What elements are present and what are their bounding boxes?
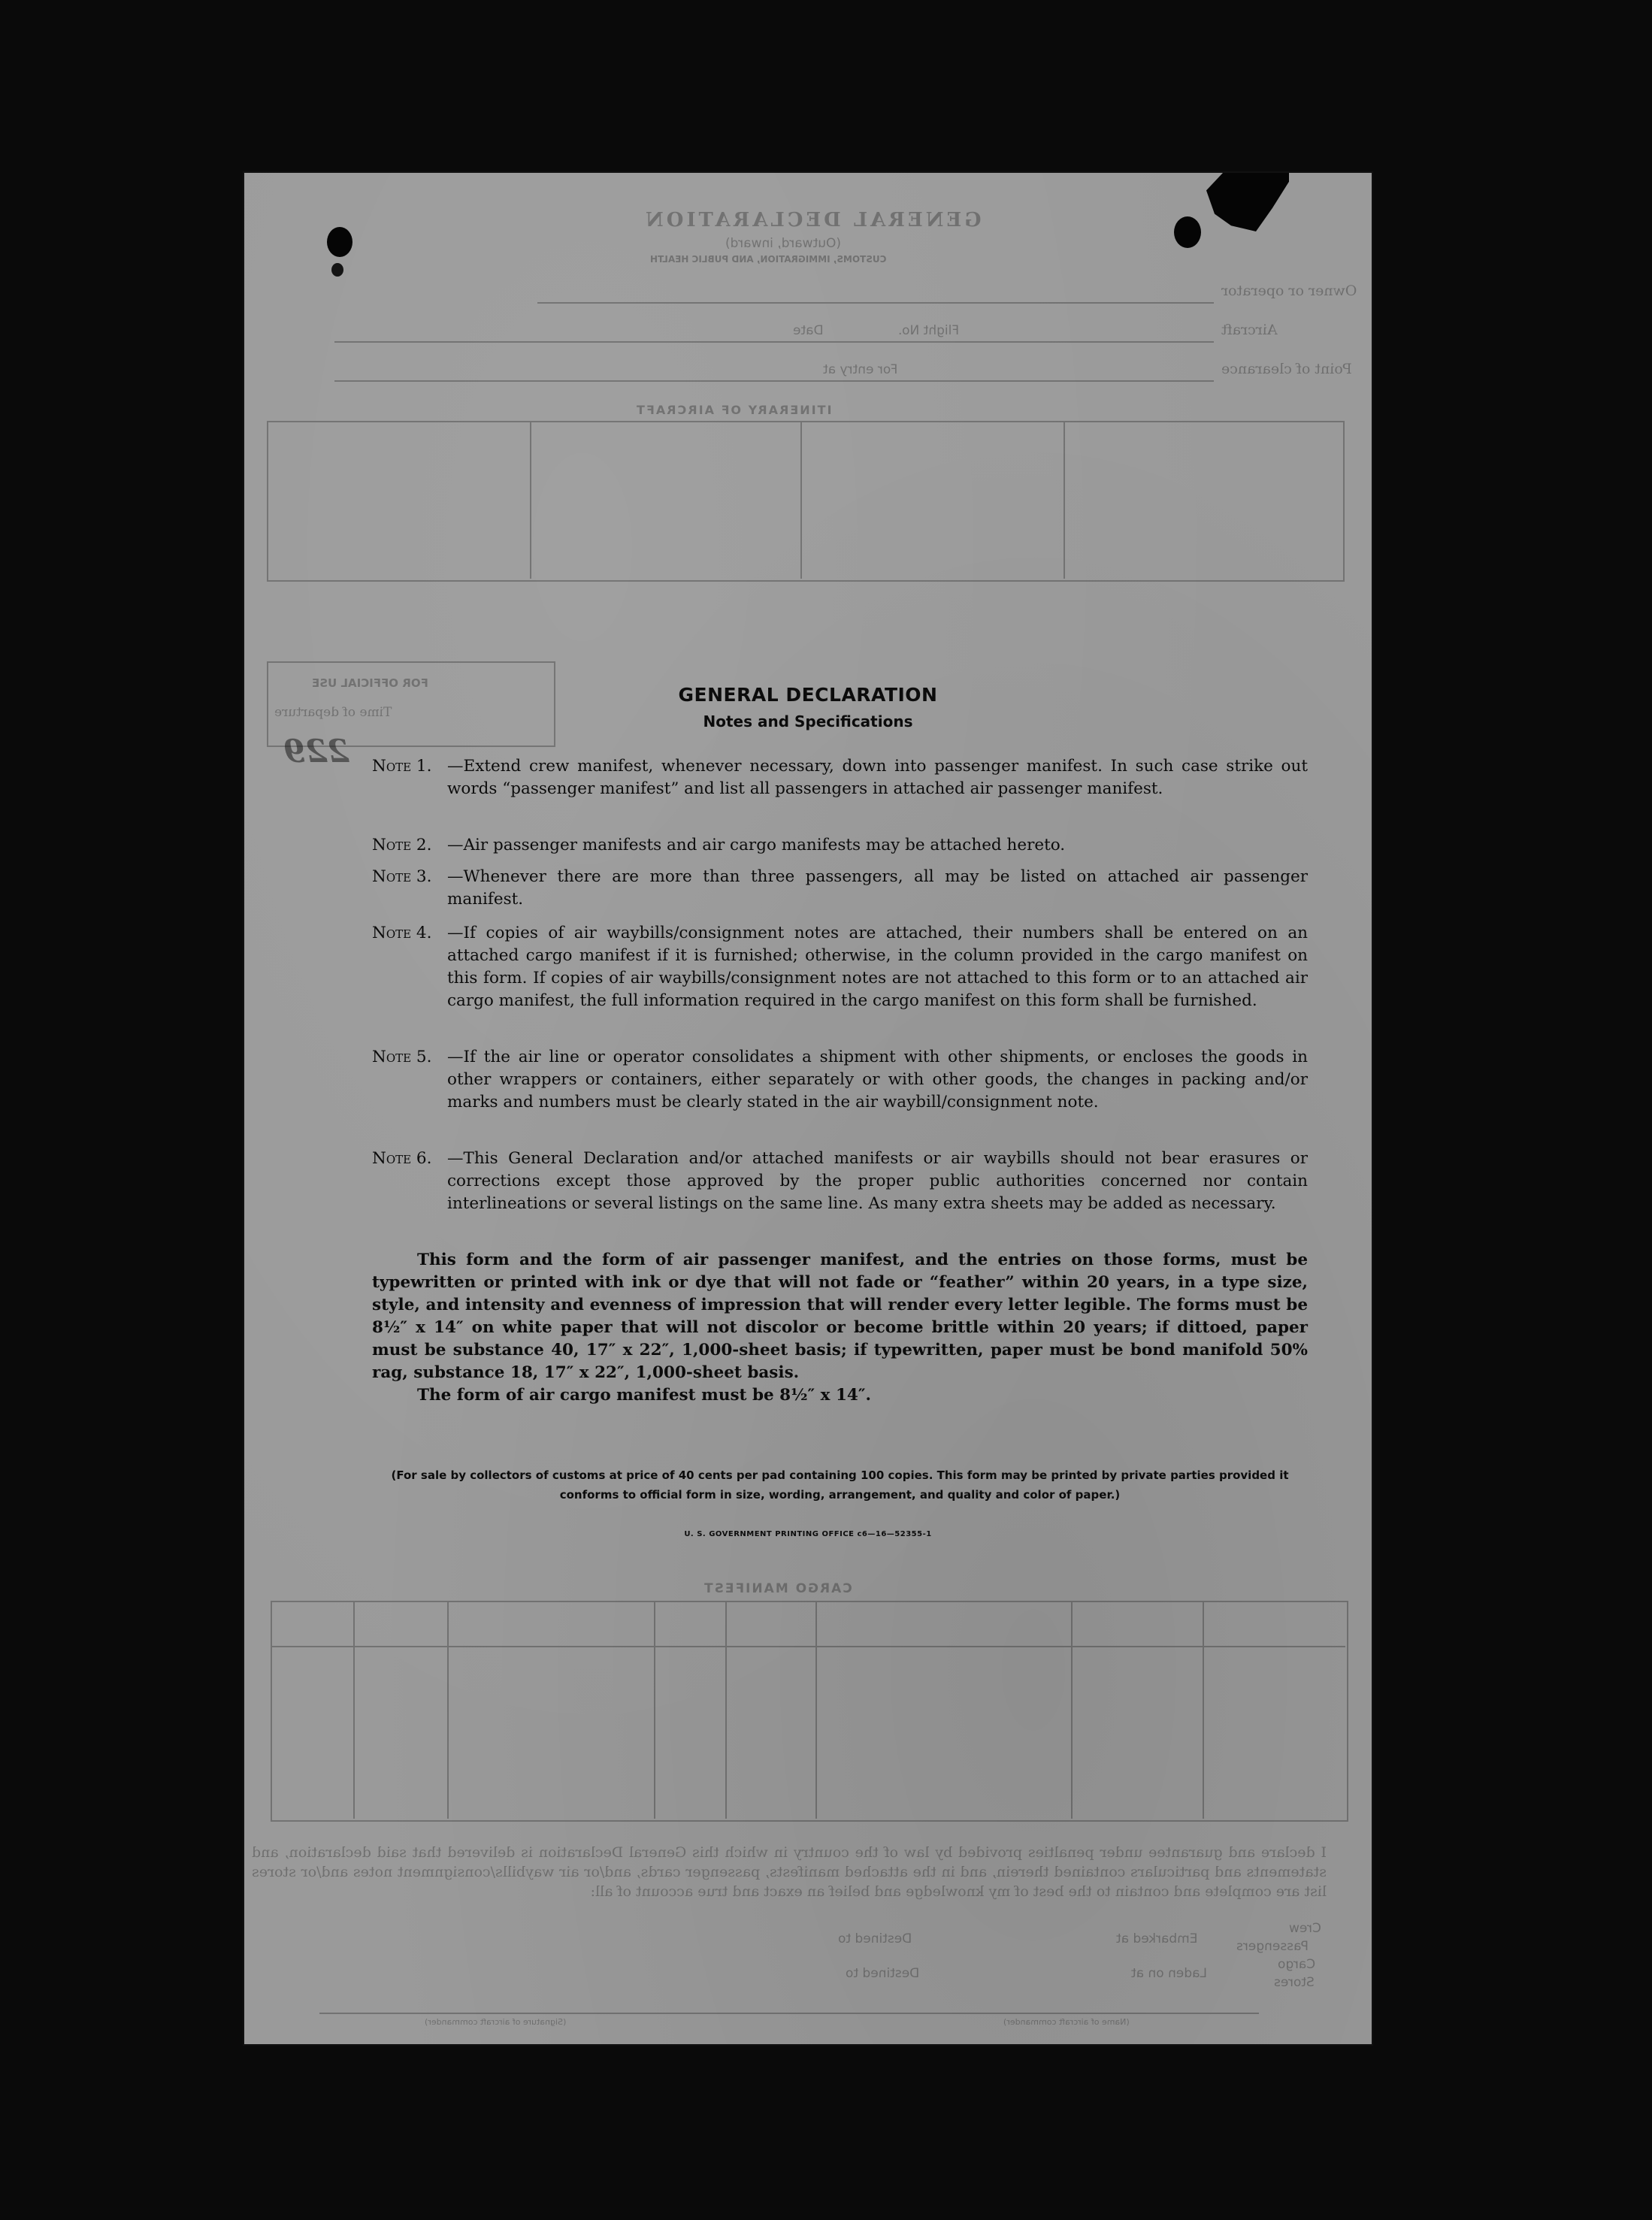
note-label: Note 2. <box>372 836 432 854</box>
document-page <box>244 173 1372 2044</box>
bleed-cargo-manifest-label: CARGO MANIFEST <box>703 1581 852 1596</box>
bleed-laden-label: Laden on at <box>1131 1966 1207 1981</box>
bleed-signature-label: (Signature of aircraft commander) <box>425 2017 567 2027</box>
bleed-name-label: (Name of aircraft commander) <box>1003 2017 1130 2027</box>
form-requirements-paragraph: This form and the form of air passenger manifest, and the entries on those forms, must be typewritten or printed with ink or dye that will not fade or “feather” within 20 years, in a type size, style, and intensity and evenness of impression that will render every letter legible. The forms must be 8½″ x 14″ on white paper that will not discolor or become brittle within 20 years; if dittoed, paper must be substance 40, 17″ x 22″, 1,000-sheet basis; if typewritten, paper must be bond manifold 50% rag, substance 18, 17″ x 22″, 1,000-sheet basis. <box>372 1251 1308 1382</box>
stamped-number: 229 <box>283 733 349 770</box>
page-subtitle: Notes and Specifications <box>703 712 913 730</box>
bleed-header-sub1: (Outward, inward) <box>725 236 841 251</box>
bleed-entry-label: For entry at <box>823 362 898 377</box>
bleed-destined-label-1: Destined to <box>838 1931 912 1946</box>
bleed-stores-label: Stores <box>1274 1975 1315 1990</box>
note-2 <box>372 834 1308 857</box>
bleed-cargo-label: Cargo <box>1278 1957 1316 1972</box>
note-label: Note 5. <box>372 1048 432 1066</box>
note-6 <box>372 1148 1308 1239</box>
bleed-destined-label-2: Destined to <box>846 1966 920 1981</box>
bleed-header-title: GENERAL DECLARATION <box>643 209 982 231</box>
note-label: Note 6. <box>372 1149 432 1168</box>
bleed-crew-label: Crew <box>1289 1921 1321 1936</box>
note-text: —If the air line or operator consolidates a shipment with other shipments, or encloses the goods in other wrappers or containers, either separately or with other goods, the changes in packing and/or marks and numbers must be clearly stated in the air waybill/consignment note. <box>447 1048 1308 1112</box>
bleed-header-sub2: CUSTOMS, IMMIGRATION, AND PUBLIC HEALTH <box>650 254 887 265</box>
note-5 <box>372 1046 1308 1138</box>
front-content <box>244 173 1372 2044</box>
note-text: —Whenever there are more than three passengers, all may be listed on attached air passenger manifest. <box>447 867 1308 909</box>
note-text: —This General Declaration and/or attached manifests or air waybills should not bear erasures or corrections except those approved by the proper public authorities concerned nor contain interlineations or several listings on the same line. As many extra sheets may be added as necessary. <box>447 1149 1308 1213</box>
bleed-passengers-label: Passengers <box>1236 1939 1309 1954</box>
note-text: —Air passenger manifests and air cargo manifests may be attached hereto. <box>447 836 1066 854</box>
note-text: —If copies of air waybills/consignment notes are attached, their numbers shall be entered on an attached cargo manifest if it is furnished; otherwise, in the column provided in the cargo manifest on this form. If copies of air waybills/consignment notes are not attached to this form or to an attached air cargo manifest, the full information required in the cargo manifest on this form shall be furnished. <box>447 924 1308 1010</box>
note-label: Note 4. <box>372 924 432 942</box>
bleed-flight-label: Flight No. <box>898 323 960 338</box>
bleed-itinerary-label: ITINERARY OF AIRCRAFT <box>635 403 832 417</box>
note-label: Note 3. <box>372 867 432 886</box>
note-text: —Extend crew manifest, whenever necessary, down into passenger manifest. In such case strike out words “passenger manifest” and list all passengers in attached air passenger manifest. <box>447 757 1308 798</box>
bleed-owner-label: Owner or operator <box>1221 283 1357 299</box>
page-title: GENERAL DECLARATION <box>678 684 938 706</box>
note-label: Note 1. <box>372 757 432 776</box>
bleed-declare-text: I declare and guarantee under penalties provided by law of the country in which this General Declaration is delivered that said declaration, and statements and particulars contained therein, and in the attached manifests, passenger cards, and/or air waybills/consignment notes and/or stores list are complete and contain to the best of my knowledge and belief an exact and true account of all: <box>252 1844 1327 1900</box>
printing-office-line: U. S. GOVERNMENT PRINTING OFFICE c6—16—52355-1 <box>684 1530 932 1538</box>
cargo-size-line: The form of air cargo manifest must be 8½″ x 14″. <box>417 1386 871 1405</box>
bleed-official-use: FOR OFFICIAL USE <box>312 676 428 690</box>
bleed-date-label: Date <box>793 323 824 338</box>
sale-notice: (For sale by collectors of customs at price of 40 cents per pad containing 100 copies. This form may be printed by private parties provided it conforms to official form in size, wording, arrangement, and quality and color of paper.) <box>391 1468 1289 1502</box>
bleed-aircraft-label: Aircraft <box>1221 322 1278 338</box>
note-3 <box>372 866 1308 912</box>
note-1 <box>372 755 1308 824</box>
note-4 <box>372 922 1308 1036</box>
bleed-clearance-label: Point of clearance <box>1221 361 1352 377</box>
bleed-embarked-label: Embarked at <box>1116 1931 1198 1946</box>
bleed-time-departure: Time of departure <box>274 705 392 720</box>
